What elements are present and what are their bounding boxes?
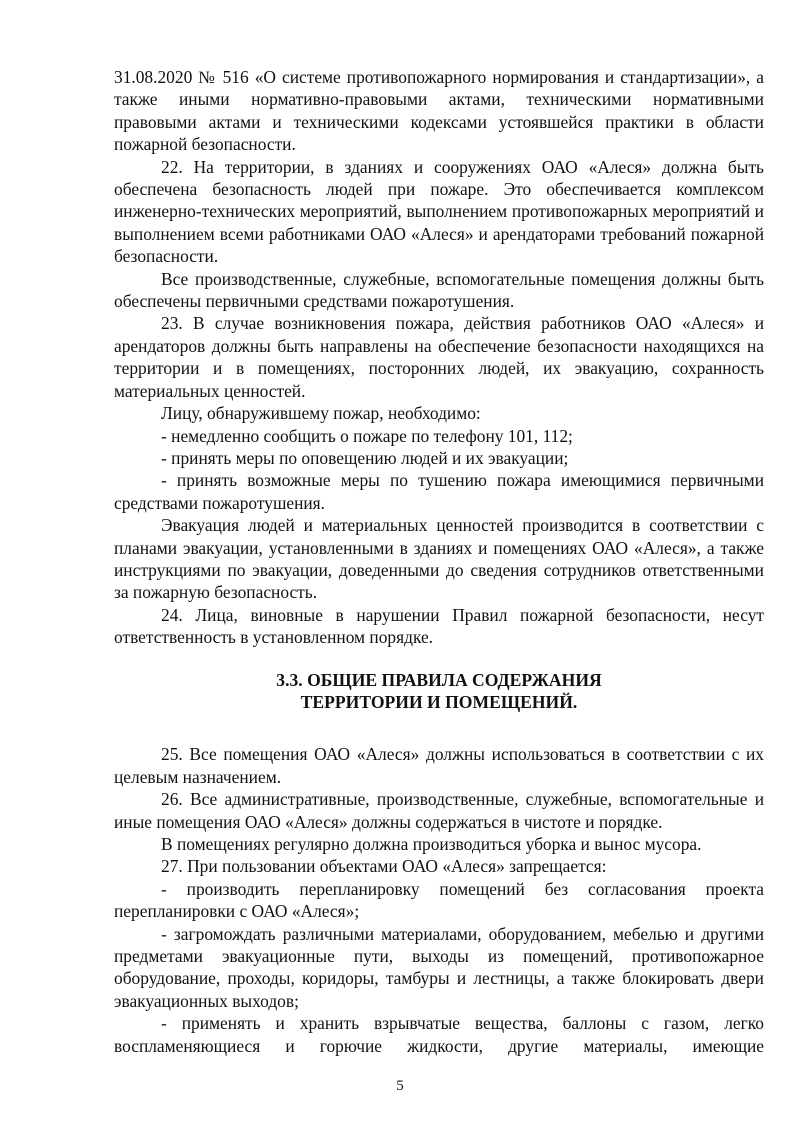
section-heading-line: ТЕРРИТОРИИ И ПОМЕЩЕНИЙ. <box>300 691 578 712</box>
list-item: - немедленно сообщить о пожаре по телефону 101, 112; <box>161 425 573 446</box>
list-item: - производить перепланировку помещений без согласования проекта перепланировки с ОАО «Алеся»; <box>114 878 764 922</box>
section-heading <box>114 669 764 714</box>
document-page <box>114 66 764 1057</box>
paragraph: 27. При пользовании объектами ОАО «Алеся» запрещается: <box>161 856 607 877</box>
list-item: - принять возможные меры по тушению пожара имеющимися первичными средствами пожаротушения. <box>114 470 764 513</box>
bottom-section <box>114 743 764 1057</box>
paragraph: 24. Лица, виновные в нарушении Правил пожарной безопасности, несут ответственность в установленном порядке. <box>114 604 764 648</box>
list-item: - применять и хранить взрывчатые вещества, баллоны с газом, легко воспламеняющиеся и горючие жидкости, другие материалы, имеющие <box>114 1013 764 1056</box>
paragraph: Эвакуация людей и материальных ценностей производится в соответствии с планами эвакуации, установленными в зданиях и помещениях ОАО «Алеся», а также инструкциями по эвакуации, доведенными до сведения сотрудников ответственными за пожарную безопасность. <box>114 515 764 603</box>
paragraph: 26. Все административные, производственные, служебные, вспомогательные и иные помещения ОАО «Алеся» должны содержаться в чистоте и порядке. <box>114 789 764 832</box>
paragraph: В помещениях регулярно должна производиться уборка и вынос мусора. <box>161 834 702 854</box>
paragraph: 23. В случае возникновения пожара, действия работников ОАО «Алеся» и арендаторов должны быть направлены на обеспечение безопасности находящихся на территории и в помещениях, посторонних людей, их эвакуацию, сохранность материальных ценностей. <box>114 313 764 401</box>
paragraph: Все производственные, служебные, вспомогательные помещения должны быть обеспечены первичными средствами пожаротушения. <box>114 268 764 312</box>
list-item: - загромождать различными материалами, оборудованием, мебелью и другими предметами эвакуационные пути, выходы из помещений, противопожарное оборудование, проходы, коридоры, тамбуры и лестницы, а также блокировать двери эвакуационных выходов; <box>114 923 764 1011</box>
list-item: - принять меры по оповещению людей и их эвакуации; <box>161 447 569 468</box>
paragraph: 31.08.2020 № 516 «О системе противопожарного нормирования и стандартизации», а также иными нормативно-правовыми актами, техническими нормативными правовыми актами и техническими кодексами устоявшейся практики в области пожарной безопасности. <box>114 67 764 155</box>
top-section <box>114 66 764 649</box>
paragraph: Лицу, обнаружившему пожар, необходимо: <box>161 403 481 424</box>
paragraph: 22. На территории, в зданиях и сооружениях ОАО «Алеся» должна быть обеспечена безопасность людей при пожаре. Это обеспечивается комплексом инженерно-технических мероприятий, выполнением противопожарных мероприятий и выполнением всеми работниками ОАО «Алеся» и арендаторами требований пожарной безопасности. <box>114 156 764 267</box>
section-heading-line: 3.3. ОБЩИЕ ПРАВИЛА СОДЕРЖАНИЯ <box>276 669 602 690</box>
page-number: 5 <box>396 1078 404 1094</box>
paragraph: 25. Все помещения ОАО «Алеся» должны использоваться в соответствии с их целевым назначением. <box>114 744 764 787</box>
